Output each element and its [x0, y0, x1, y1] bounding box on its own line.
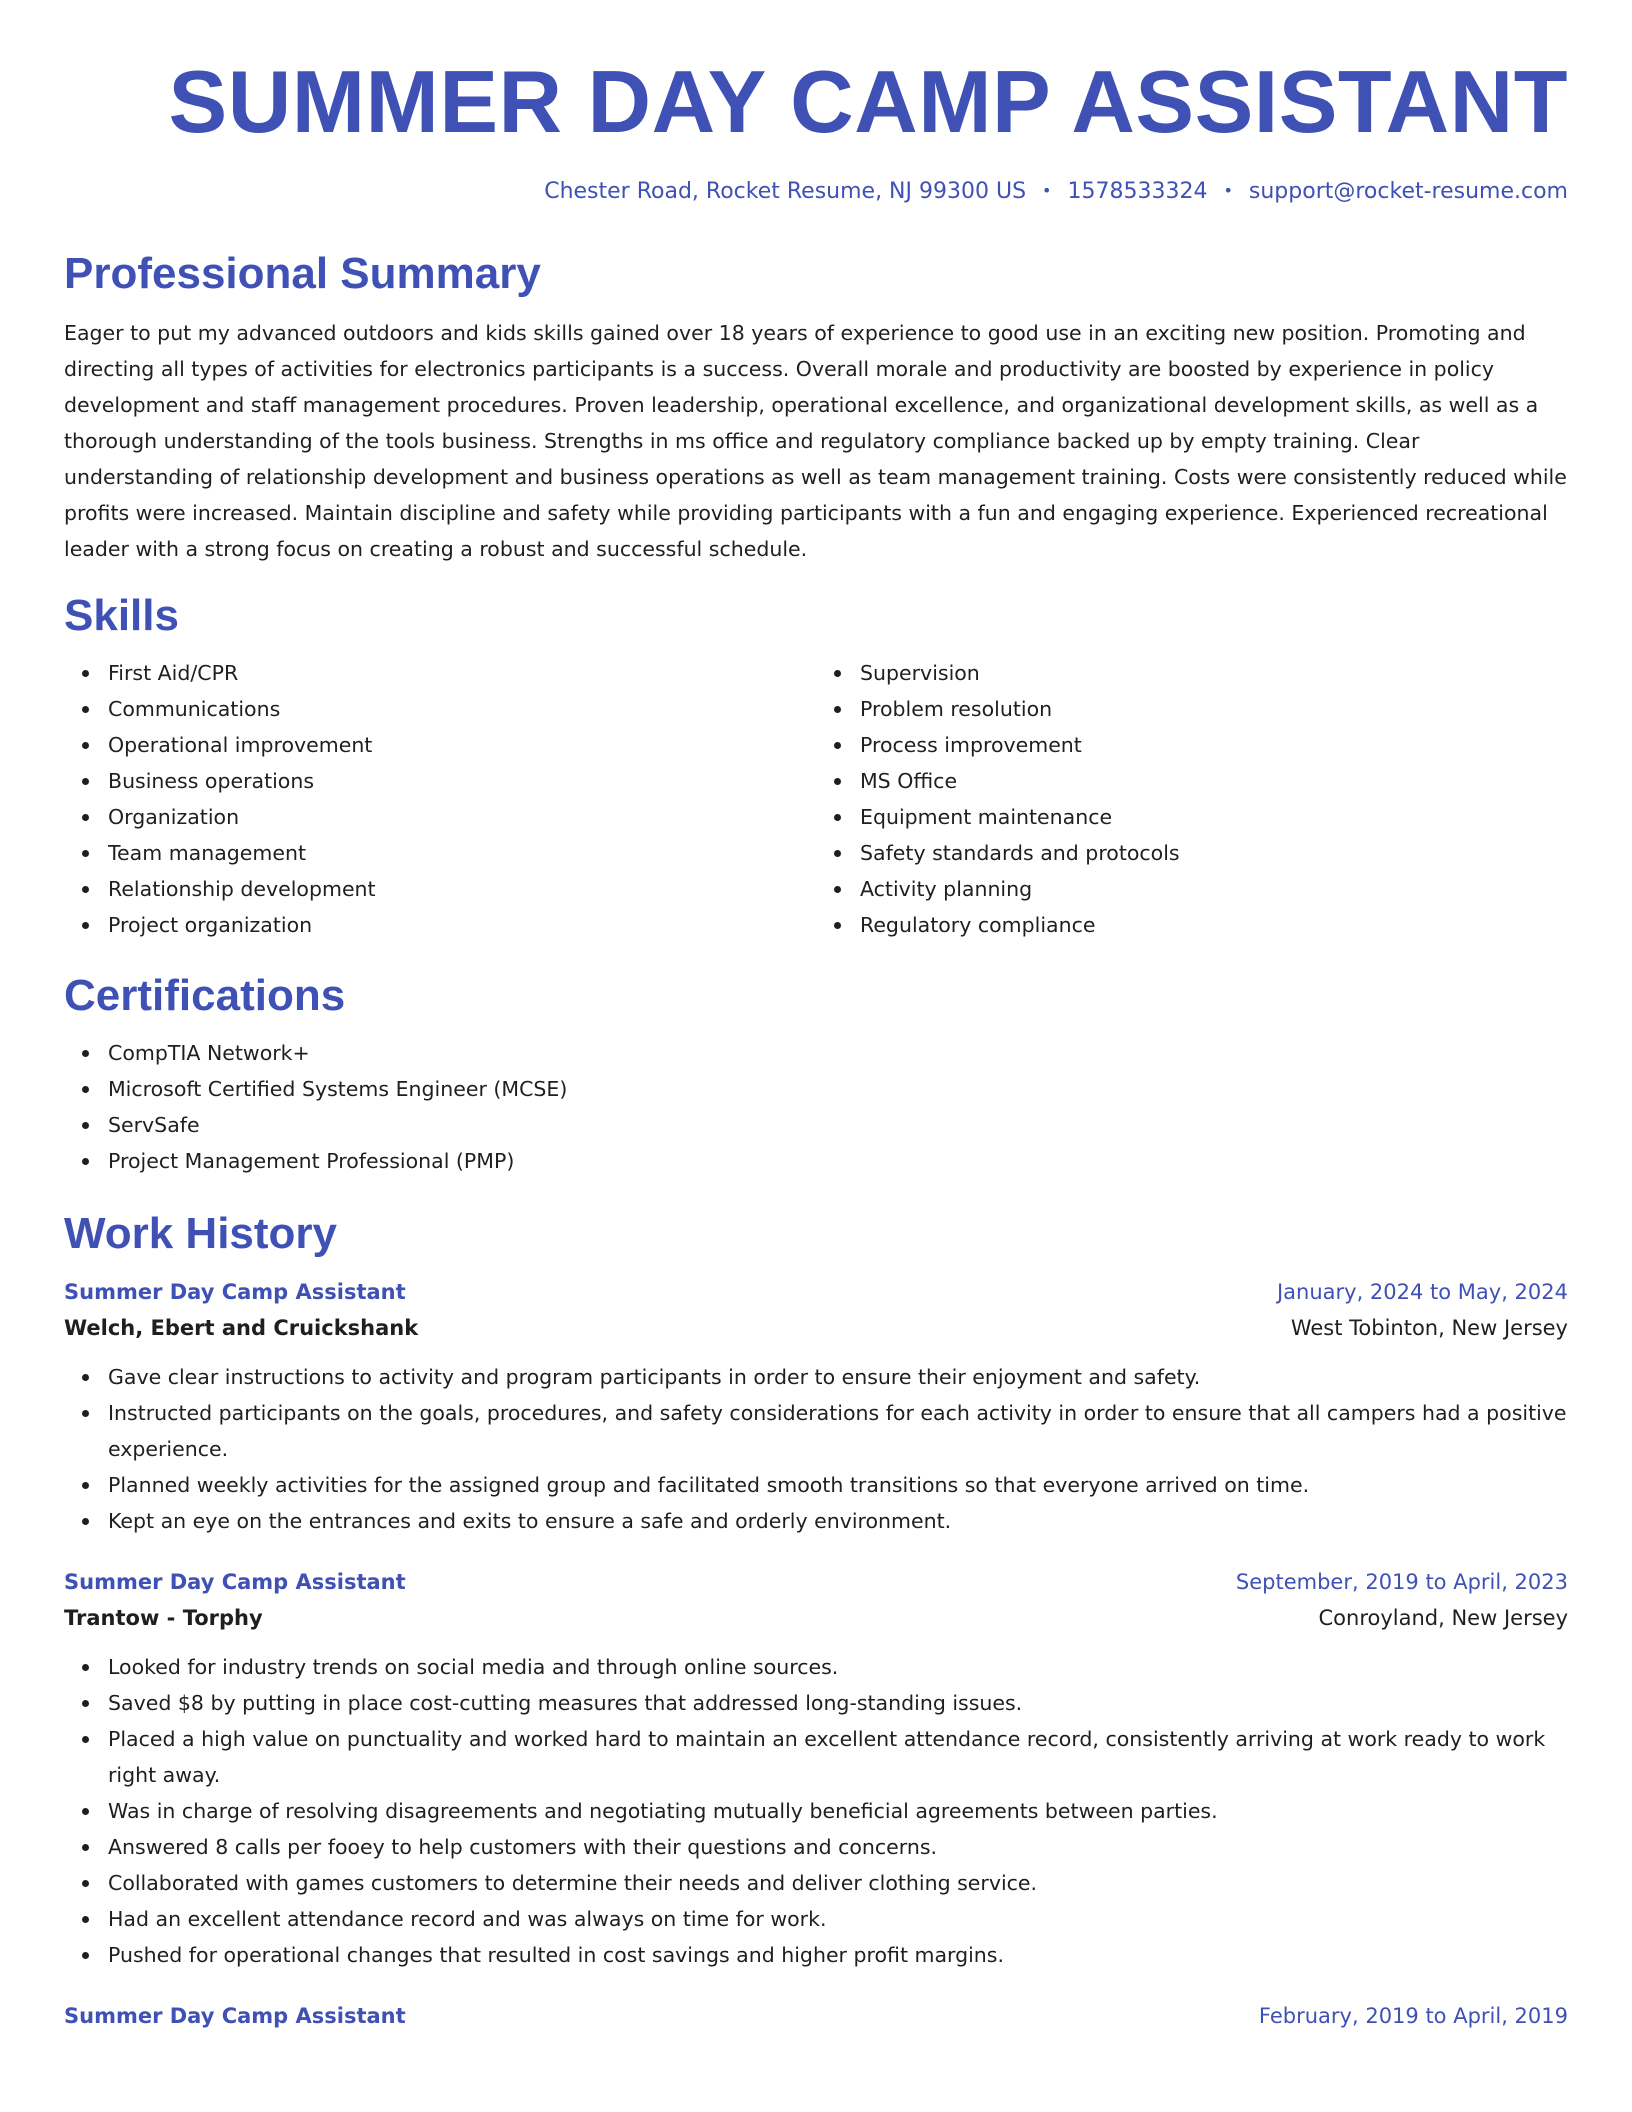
certification-item: ServSafe — [108, 1107, 1568, 1143]
job-bullet: Placed a high value on punctuality and worked hard to maintain an excellent attendance record, consistently arriving at work ready to work right away. — [108, 1721, 1568, 1793]
skill-item: Equipment maintenance — [860, 799, 1568, 835]
job-title: Summer Day Camp Assistant — [64, 2004, 406, 2028]
certifications-heading: Certifications — [64, 971, 346, 1020]
job-location: West Tobinton, New Jersey — [1290, 1316, 1568, 1340]
contact-phone: 1578533324 — [1067, 179, 1208, 204]
job-entry — [64, 1565, 1568, 1973]
skill-item: Team management — [108, 835, 816, 871]
contact-address: Chester Road, Rocket Resume, NJ 99300 US — [544, 179, 1027, 204]
work-history-section — [64, 1209, 1568, 2033]
job-dates: January, 2024 to May, 2024 — [1276, 1280, 1568, 1304]
contact-separator: • — [1223, 181, 1233, 200]
job-title-row — [64, 1275, 1568, 1309]
skills-list-right — [816, 655, 1568, 943]
skill-item: MS Office — [860, 763, 1568, 799]
summary-text: Eager to put my advanced outdoors and kids skills gained over 18 years of experience to good use in an exciting new position. Promoting and directing all types of activities for electronics participants is a success. Overall morale and productivity are boosted by experience in policy development and staff management procedures. Proven leadership, operational excellence, and organizational development skills, as well as a thorough understanding of the tools business. Strengths in ms office and regulatory compliance backed up by empty training. Clear understanding of relationship development and business operations as well as team management training. Costs were consistently reduced while profits were increased. Maintain discipline and safety while providing participants with a fun and engaging experience. Experienced recreational leader with a strong focus on creating a robust and successful schedule. — [64, 321, 1567, 561]
skills-heading: Skills — [64, 591, 179, 640]
job-company-row — [64, 1599, 1568, 1637]
job-bullet: Instructed participants on the goals, procedures, and safety considerations for each activity in order to ensure that all campers had a positive experience. — [108, 1395, 1568, 1467]
certification-item: Project Management Professional (PMP) — [108, 1143, 1568, 1179]
work-history-heading: Work History — [64, 1209, 338, 1258]
job-bullet: Collaborated with games customers to determine their needs and deliver clothing service. — [108, 1865, 1568, 1901]
job-bullet: Kept an eye on the entrances and exits to ensure a safe and orderly environment. — [108, 1503, 1568, 1539]
skill-item: Process improvement — [860, 727, 1568, 763]
job-title-row — [64, 1999, 1568, 2033]
summary-section — [64, 249, 1568, 567]
skill-item: First Aid/CPR — [108, 655, 816, 691]
contact-separator: • — [1042, 181, 1052, 200]
job-dates: September, 2019 to April, 2023 — [1235, 1570, 1568, 1594]
job-company: Welch, Ebert and Cruickshank — [64, 1316, 419, 1340]
job-title: Summer Day Camp Assistant — [64, 1280, 406, 1304]
job-bullet: Answered 8 calls per fooey to help customers with their questions and concerns. — [108, 1829, 1568, 1865]
skill-item: Activity planning — [860, 871, 1568, 907]
job-entry — [64, 1999, 1568, 2033]
job-company: Trantow - Torphy — [64, 1606, 263, 1630]
certifications-list — [64, 1035, 1568, 1179]
job-bullets — [64, 1649, 1568, 1973]
job-title: Summer Day Camp Assistant — [64, 1570, 406, 1594]
skill-item: Project organization — [108, 907, 816, 943]
job-bullet: Had an excellent attendance record and was always on time for work. — [108, 1901, 1568, 1937]
skill-item: Regulatory compliance — [860, 907, 1568, 943]
job-bullet: Planned weekly activities for the assigned group and facilitated smooth transitions so that everyone arrived on time. — [108, 1467, 1568, 1503]
skill-item: Business operations — [108, 763, 816, 799]
job-bullet: Looked for industry trends on social media and through online sources. — [108, 1649, 1568, 1685]
job-bullet: Was in charge of resolving disagreements and negotiating mutually beneficial agreements between parties. — [108, 1793, 1568, 1829]
summary-heading: Professional Summary — [64, 249, 541, 298]
skills-list-left — [64, 655, 816, 943]
certification-item: Microsoft Certified Systems Engineer (MCSE) — [108, 1071, 1568, 1107]
skill-item: Problem resolution — [860, 691, 1568, 727]
skills-section — [64, 591, 1568, 943]
skills-columns — [64, 655, 1568, 943]
job-company-row — [64, 1309, 1568, 1347]
skill-item: Safety standards and protocols — [860, 835, 1568, 871]
job-bullets — [64, 1359, 1568, 1539]
job-bullet: Saved $8 by putting in place cost-cutting measures that addressed long-standing issues. — [108, 1685, 1568, 1721]
job-entry — [64, 1275, 1568, 1539]
candidate-name: SUMMER DAY CAMP ASSISTANT — [168, 52, 1568, 151]
skill-item: Organization — [108, 799, 816, 835]
skill-item: Operational improvement — [108, 727, 816, 763]
certifications-section — [64, 971, 1568, 1179]
job-dates: February, 2019 to April, 2019 — [1258, 2004, 1568, 2028]
job-location: Conroyland, New Jersey — [1318, 1606, 1568, 1630]
contact-line — [64, 176, 1568, 207]
job-bullet: Gave clear instructions to activity and program participants in order to ensure their enjoyment and safety. — [108, 1359, 1568, 1395]
job-title-row — [64, 1565, 1568, 1599]
skill-item: Communications — [108, 691, 816, 727]
certification-item: CompTIA Network+ — [108, 1035, 1568, 1071]
resume-header — [64, 0, 1568, 207]
skill-item: Relationship development — [108, 871, 816, 907]
job-bullet: Pushed for operational changes that resulted in cost savings and higher profit margins. — [108, 1937, 1568, 1973]
skill-item: Supervision — [860, 655, 1568, 691]
contact-email[interactable]: support@rocket-resume.com — [1248, 179, 1568, 204]
